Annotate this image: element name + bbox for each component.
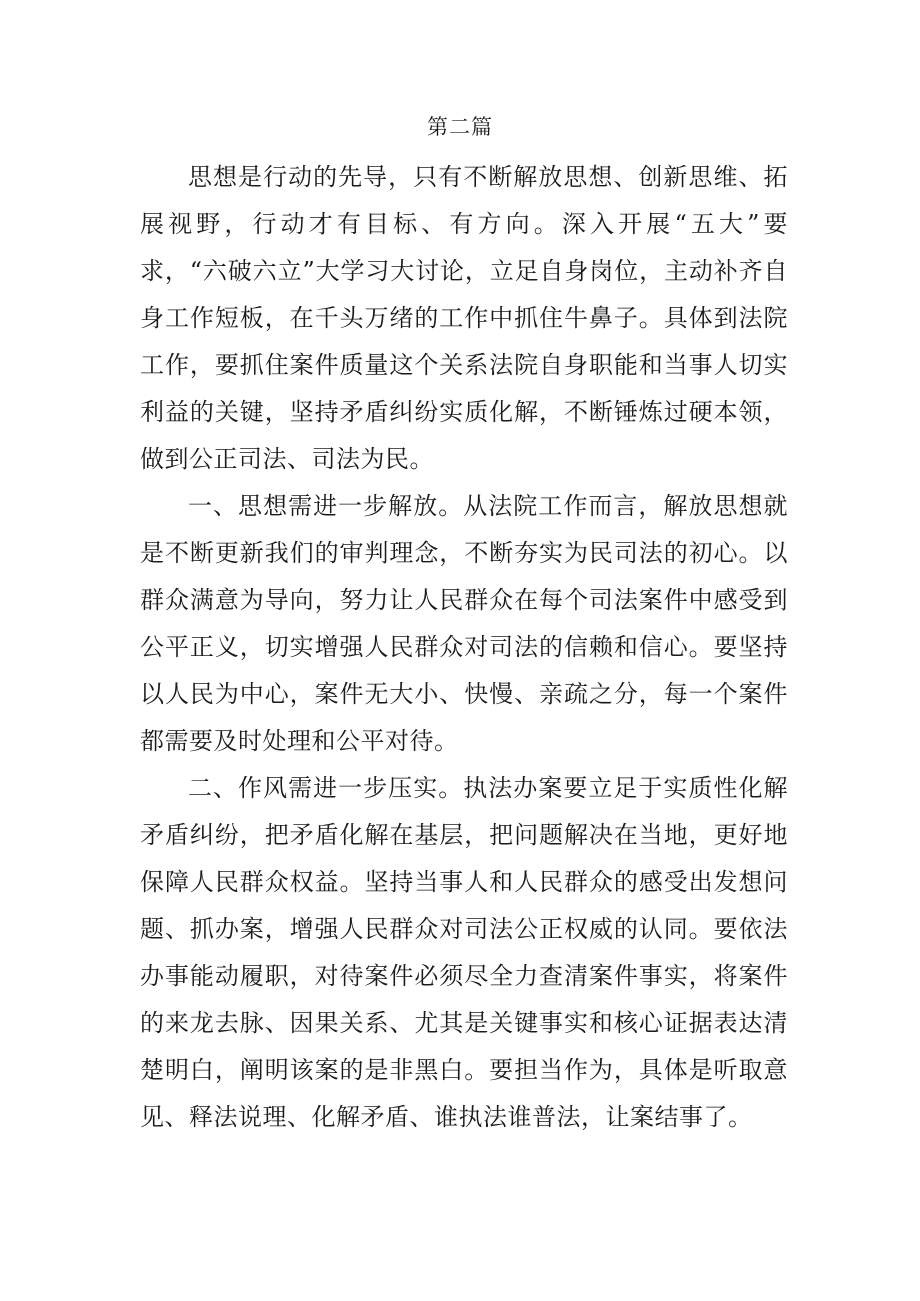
- document-title: 第二篇: [427, 115, 493, 139]
- document-body: [140, 154, 788, 1141]
- paragraph-intro: 思想是行动的先导，只有不断解放思想、创新思维、拓展视野，行动才有目标、有方向。深入开展“五大”要求，“六破六立”大学习大讨论，立足自身岗位，主动补齐自身工作短板，在千头万绪的工作中抓住牛鼻子。具体到法院工作，要抓住案件质量这个关系法院自身职能和当事人切实利益的关键，坚持矛盾纠纷实质化解，不断锤炼过硬本领，做到公正司法、司法为民。: [140, 163, 788, 473]
- paragraph-point-two: 二、作风需进一步压实。执法办案要立足于实质性化解矛盾纠纷，把矛盾化解在基层，把问题解决在当地，更好地保障人民群众权益。坚持当事人和人民群众的感受出发想问题、抓办案，增强人民群众对司法公正权威的认同。要依法办事能动履职，对待案件必须尽全力查清案件事实，将案件的来龙去脉、因果关系、尤其是关键事实和核心证据表达清楚明白，阐明该案的是非黑白。要担当作为，具体是听取意见、释法说理、化解矛盾、谁执法谁普法，让案结事了。: [140, 774, 788, 1131]
- paragraph-point-one: 一、思想需进一步解放。从法院工作而言，解放思想就是不断更新我们的审判理念，不断夯实为民司法的初心。以群众满意为导向，努力让人民群众在每个司法案件中感受到公平正义，切实增强人民群众对司法的信赖和信心。要坚持以人民为中心，案件无大小、快慢、亲疏之分，每一个案件都需要及时处理和公平对待。: [140, 492, 788, 755]
